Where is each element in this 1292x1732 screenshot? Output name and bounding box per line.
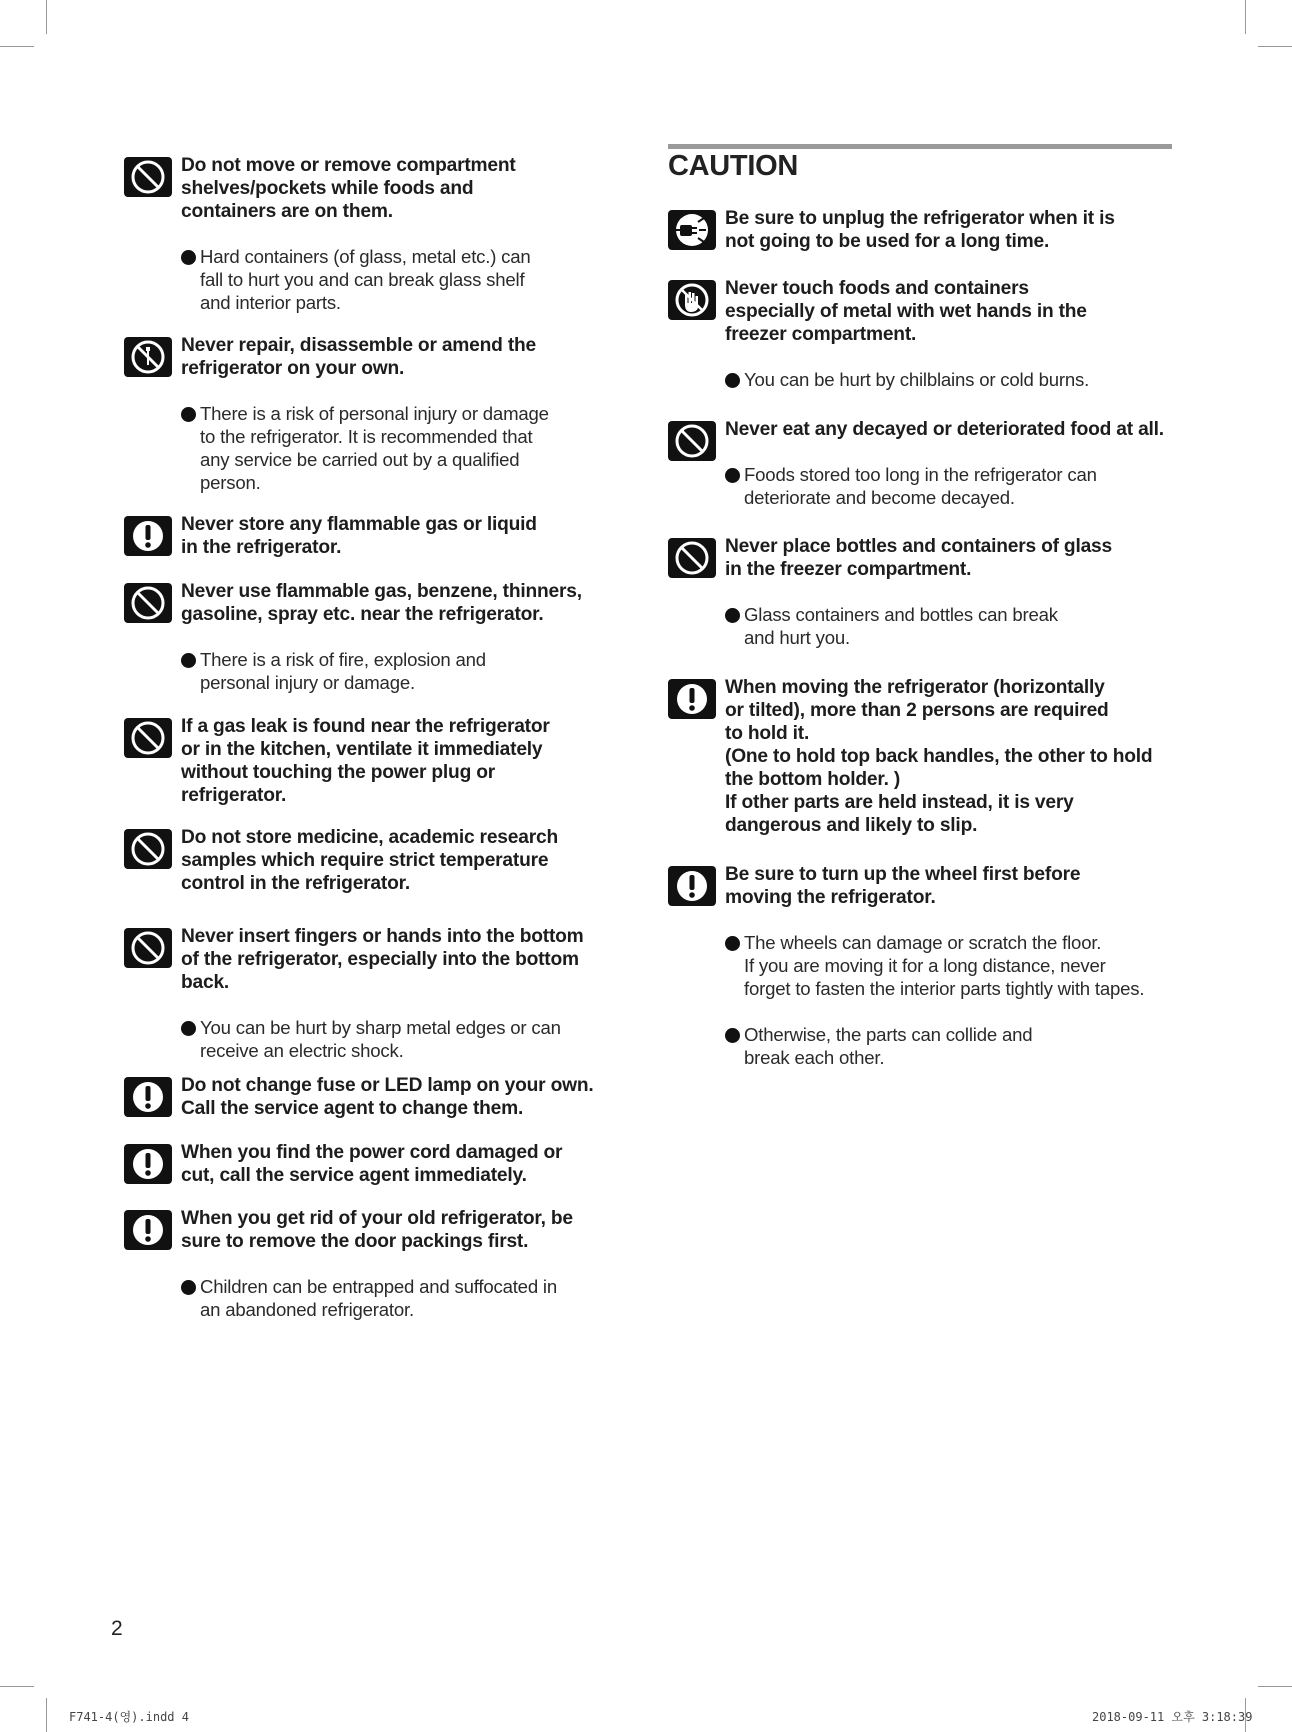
heading-line: gasoline, spray etc. near the refrigerator.	[181, 604, 544, 625]
heading-line: without touching the power plug or	[181, 762, 496, 783]
bullet-item	[181, 245, 624, 314]
bullet-line: You can be hurt by sharp metal edges or can	[200, 1017, 561, 1038]
crop-mark	[0, 1686, 34, 1687]
bullet-dot-icon	[181, 1021, 196, 1036]
bullet-line: person.	[200, 472, 261, 493]
bullet-list	[181, 648, 624, 694]
bullet-dot-icon	[181, 250, 196, 265]
unplug-icon	[668, 210, 716, 250]
heading-line: moving the refrigerator.	[725, 887, 936, 908]
exclamation-icon	[668, 866, 716, 906]
warning-heading	[181, 513, 624, 559]
bullet-dot-icon	[181, 407, 196, 422]
heading-line: Never use flammable gas, benzene, thinners,	[181, 581, 582, 602]
warning-heading	[725, 277, 1184, 346]
bullet-line: If you are moving it for a long distance, never	[744, 955, 1106, 976]
warning-entry	[668, 418, 1184, 509]
heading-line: or tilted), more than 2 persons are required	[725, 700, 1109, 721]
prohibited-icon	[668, 421, 716, 461]
warning-heading	[181, 580, 624, 626]
bullet-line: to the refrigerator. It is recommended that	[200, 426, 533, 447]
heading-line: Do not move or remove compartment	[181, 155, 516, 176]
bullet-line: an abandoned refrigerator.	[200, 1299, 414, 1320]
bullet-line: Hard containers (of glass, metal etc.) can	[200, 246, 531, 267]
heading-line: in the refrigerator.	[181, 537, 342, 558]
heading-line: cut, call the service agent immediately.	[181, 1165, 527, 1186]
warning-heading	[181, 826, 624, 895]
heading-line: (One to hold top back handles, the other to hold	[725, 746, 1153, 767]
caution-title: CAUTION	[668, 150, 799, 182]
bullet-dot-icon	[181, 1280, 196, 1295]
heading-line: to hold it.	[725, 723, 810, 744]
heading-line: If a gas leak is found near the refrigerator	[181, 716, 550, 737]
warning-entry	[124, 1074, 624, 1120]
warning-heading	[181, 1207, 624, 1253]
warning-heading	[181, 715, 624, 807]
bullet-list	[181, 1275, 624, 1321]
heading-line: Do not change fuse or LED lamp on your own.	[181, 1075, 594, 1096]
bullet-dot-icon	[725, 936, 740, 951]
warning-entry	[124, 154, 624, 314]
bullet-line: The wheels can damage or scratch the floor.	[744, 932, 1102, 953]
exclamation-icon	[668, 679, 716, 719]
heading-line: the bottom holder. )	[725, 769, 901, 790]
heading-line: Be sure to turn up the wheel first before	[725, 864, 1081, 885]
heading-line: freezer compartment.	[725, 324, 917, 345]
warning-entry	[668, 277, 1184, 391]
heading-line: back.	[181, 972, 230, 993]
warning-heading	[181, 1074, 624, 1120]
heading-line: samples which require strict temperature	[181, 850, 549, 871]
warning-entry	[124, 826, 624, 895]
warning-entry	[124, 580, 624, 694]
heading-line: refrigerator.	[181, 785, 287, 806]
warning-heading	[725, 207, 1184, 253]
bullet-line: There is a risk of personal injury or damage	[200, 403, 549, 424]
bullet-item	[181, 1275, 624, 1321]
prohibited-icon	[124, 157, 172, 197]
prohibited-icon	[124, 583, 172, 623]
warning-entry	[124, 1207, 624, 1321]
heading-line: refrigerator on your own.	[181, 358, 405, 379]
bullet-dot-icon	[725, 608, 740, 623]
bullet-item	[181, 648, 624, 694]
bullet-line: deteriorate and become decayed.	[744, 487, 1015, 508]
no-wet-hands-icon	[668, 280, 716, 320]
heading-line: shelves/pockets while foods and	[181, 178, 474, 199]
heading-line: Never repair, disassemble or amend the	[181, 335, 536, 356]
bullet-list	[181, 402, 624, 494]
bullet-line: forget to fasten the interior parts tightly with tapes.	[744, 978, 1145, 999]
heading-line: Never insert fingers or hands into the bottom	[181, 926, 584, 947]
bullet-list	[181, 1016, 624, 1062]
warning-entry	[124, 1141, 624, 1187]
bullet-line: Otherwise, the parts can collide and	[744, 1024, 1033, 1045]
heading-line: of the refrigerator, especially into the bottom	[181, 949, 579, 970]
no-disassembly-icon	[124, 337, 172, 377]
warning-entry	[124, 513, 624, 559]
bullet-line: There is a risk of fire, explosion and	[200, 649, 486, 670]
bullet-list	[181, 245, 624, 314]
exclamation-icon	[124, 1144, 172, 1184]
bullet-line: and hurt you.	[744, 627, 850, 648]
crop-mark	[46, 0, 47, 34]
heading-line: not going to be used for a long time.	[725, 231, 1050, 252]
crop-mark	[1245, 0, 1246, 34]
page-number: 2	[111, 1617, 123, 1640]
heading-line: especially of metal with wet hands in the	[725, 301, 1087, 322]
heading-line: containers are on them.	[181, 201, 393, 222]
heading-line: Be sure to unplug the refrigerator when it is	[725, 208, 1115, 229]
bullet-line: receive an electric shock.	[200, 1040, 404, 1061]
warning-heading	[181, 154, 624, 223]
bullet-item	[181, 402, 624, 494]
warning-entry	[668, 863, 1184, 1069]
warning-entry	[668, 535, 1184, 649]
heading-line: Never eat any decayed or deteriorated food at all.	[725, 419, 1164, 440]
bullet-dot-icon	[725, 373, 740, 388]
bullet-list	[725, 368, 1184, 391]
crop-mark	[46, 1698, 47, 1732]
heading-line: When you find the power cord damaged or	[181, 1142, 563, 1163]
bullet-item	[725, 1023, 1184, 1069]
heading-line: control in the refrigerator.	[181, 873, 410, 894]
bullet-item	[725, 463, 1184, 509]
exclamation-icon	[124, 1077, 172, 1117]
bullet-line: personal injury or damage.	[200, 672, 415, 693]
bullet-dot-icon	[725, 468, 740, 483]
warning-heading	[725, 863, 1184, 909]
heading-line: Never store any flammable gas or liquid	[181, 514, 537, 535]
warning-entry	[124, 925, 624, 1062]
bullet-line: Foods stored too long in the refrigerator can	[744, 464, 1097, 485]
caution-rule	[668, 144, 1172, 149]
bullet-item	[725, 368, 1184, 391]
bullet-line: Children can be entrapped and suffocated in	[200, 1276, 558, 1297]
bullet-item	[725, 603, 1184, 649]
warning-heading	[725, 535, 1184, 581]
bullet-item	[181, 1016, 624, 1062]
heading-line: Never touch foods and containers	[725, 278, 1029, 299]
bullet-line: You can be hurt by chilblains or cold burns.	[744, 369, 1090, 390]
heading-line: sure to remove the door packings first.	[181, 1231, 529, 1252]
heading-line: Never place bottles and containers of glass	[725, 536, 1113, 557]
crop-mark	[0, 46, 34, 47]
bullet-line: and interior parts.	[200, 292, 341, 313]
crop-mark	[1258, 1686, 1292, 1687]
bullet-list	[725, 603, 1184, 649]
warning-entry	[124, 715, 624, 807]
heading-line: Call the service agent to change them.	[181, 1098, 524, 1119]
bullet-dot-icon	[725, 1028, 740, 1043]
crop-mark	[1258, 46, 1292, 47]
warning-heading	[181, 1141, 624, 1187]
footer-timestamp: 2018-09-11 오후 3:18:39	[1092, 1710, 1253, 1724]
bullet-list	[725, 931, 1184, 1069]
warning-entry	[124, 334, 624, 494]
warning-entry	[668, 207, 1184, 253]
exclamation-icon	[124, 1210, 172, 1250]
heading-line: If other parts are held instead, it is very	[725, 792, 1074, 813]
warning-heading	[181, 925, 624, 994]
heading-line: dangerous and likely to slip.	[725, 815, 978, 836]
prohibited-icon	[124, 829, 172, 869]
prohibited-icon	[124, 718, 172, 758]
footer-file-label: F741-4(영).indd 4	[69, 1710, 189, 1724]
prohibited-icon	[124, 928, 172, 968]
bullet-line: any service be carried out by a qualified	[200, 449, 520, 470]
prohibited-icon	[668, 538, 716, 578]
bullet-list	[725, 463, 1184, 509]
heading-line: When moving the refrigerator (horizontally	[725, 677, 1105, 698]
warning-heading	[181, 334, 624, 380]
bullet-dot-icon	[181, 653, 196, 668]
warning-heading	[725, 676, 1184, 837]
bullet-item	[725, 931, 1184, 1000]
warning-entry	[668, 676, 1184, 837]
bullet-line: Glass containers and bottles can break	[744, 604, 1058, 625]
warning-heading	[725, 418, 1184, 441]
heading-line: in the freezer compartment.	[725, 559, 972, 580]
heading-line: Do not store medicine, academic research	[181, 827, 558, 848]
exclamation-icon	[124, 516, 172, 556]
heading-line: When you get rid of your old refrigerator, be	[181, 1208, 573, 1229]
heading-line: or in the kitchen, ventilate it immediately	[181, 739, 543, 760]
bullet-line: break each other.	[744, 1047, 885, 1068]
bullet-line: fall to hurt you and can break glass shelf	[200, 269, 525, 290]
